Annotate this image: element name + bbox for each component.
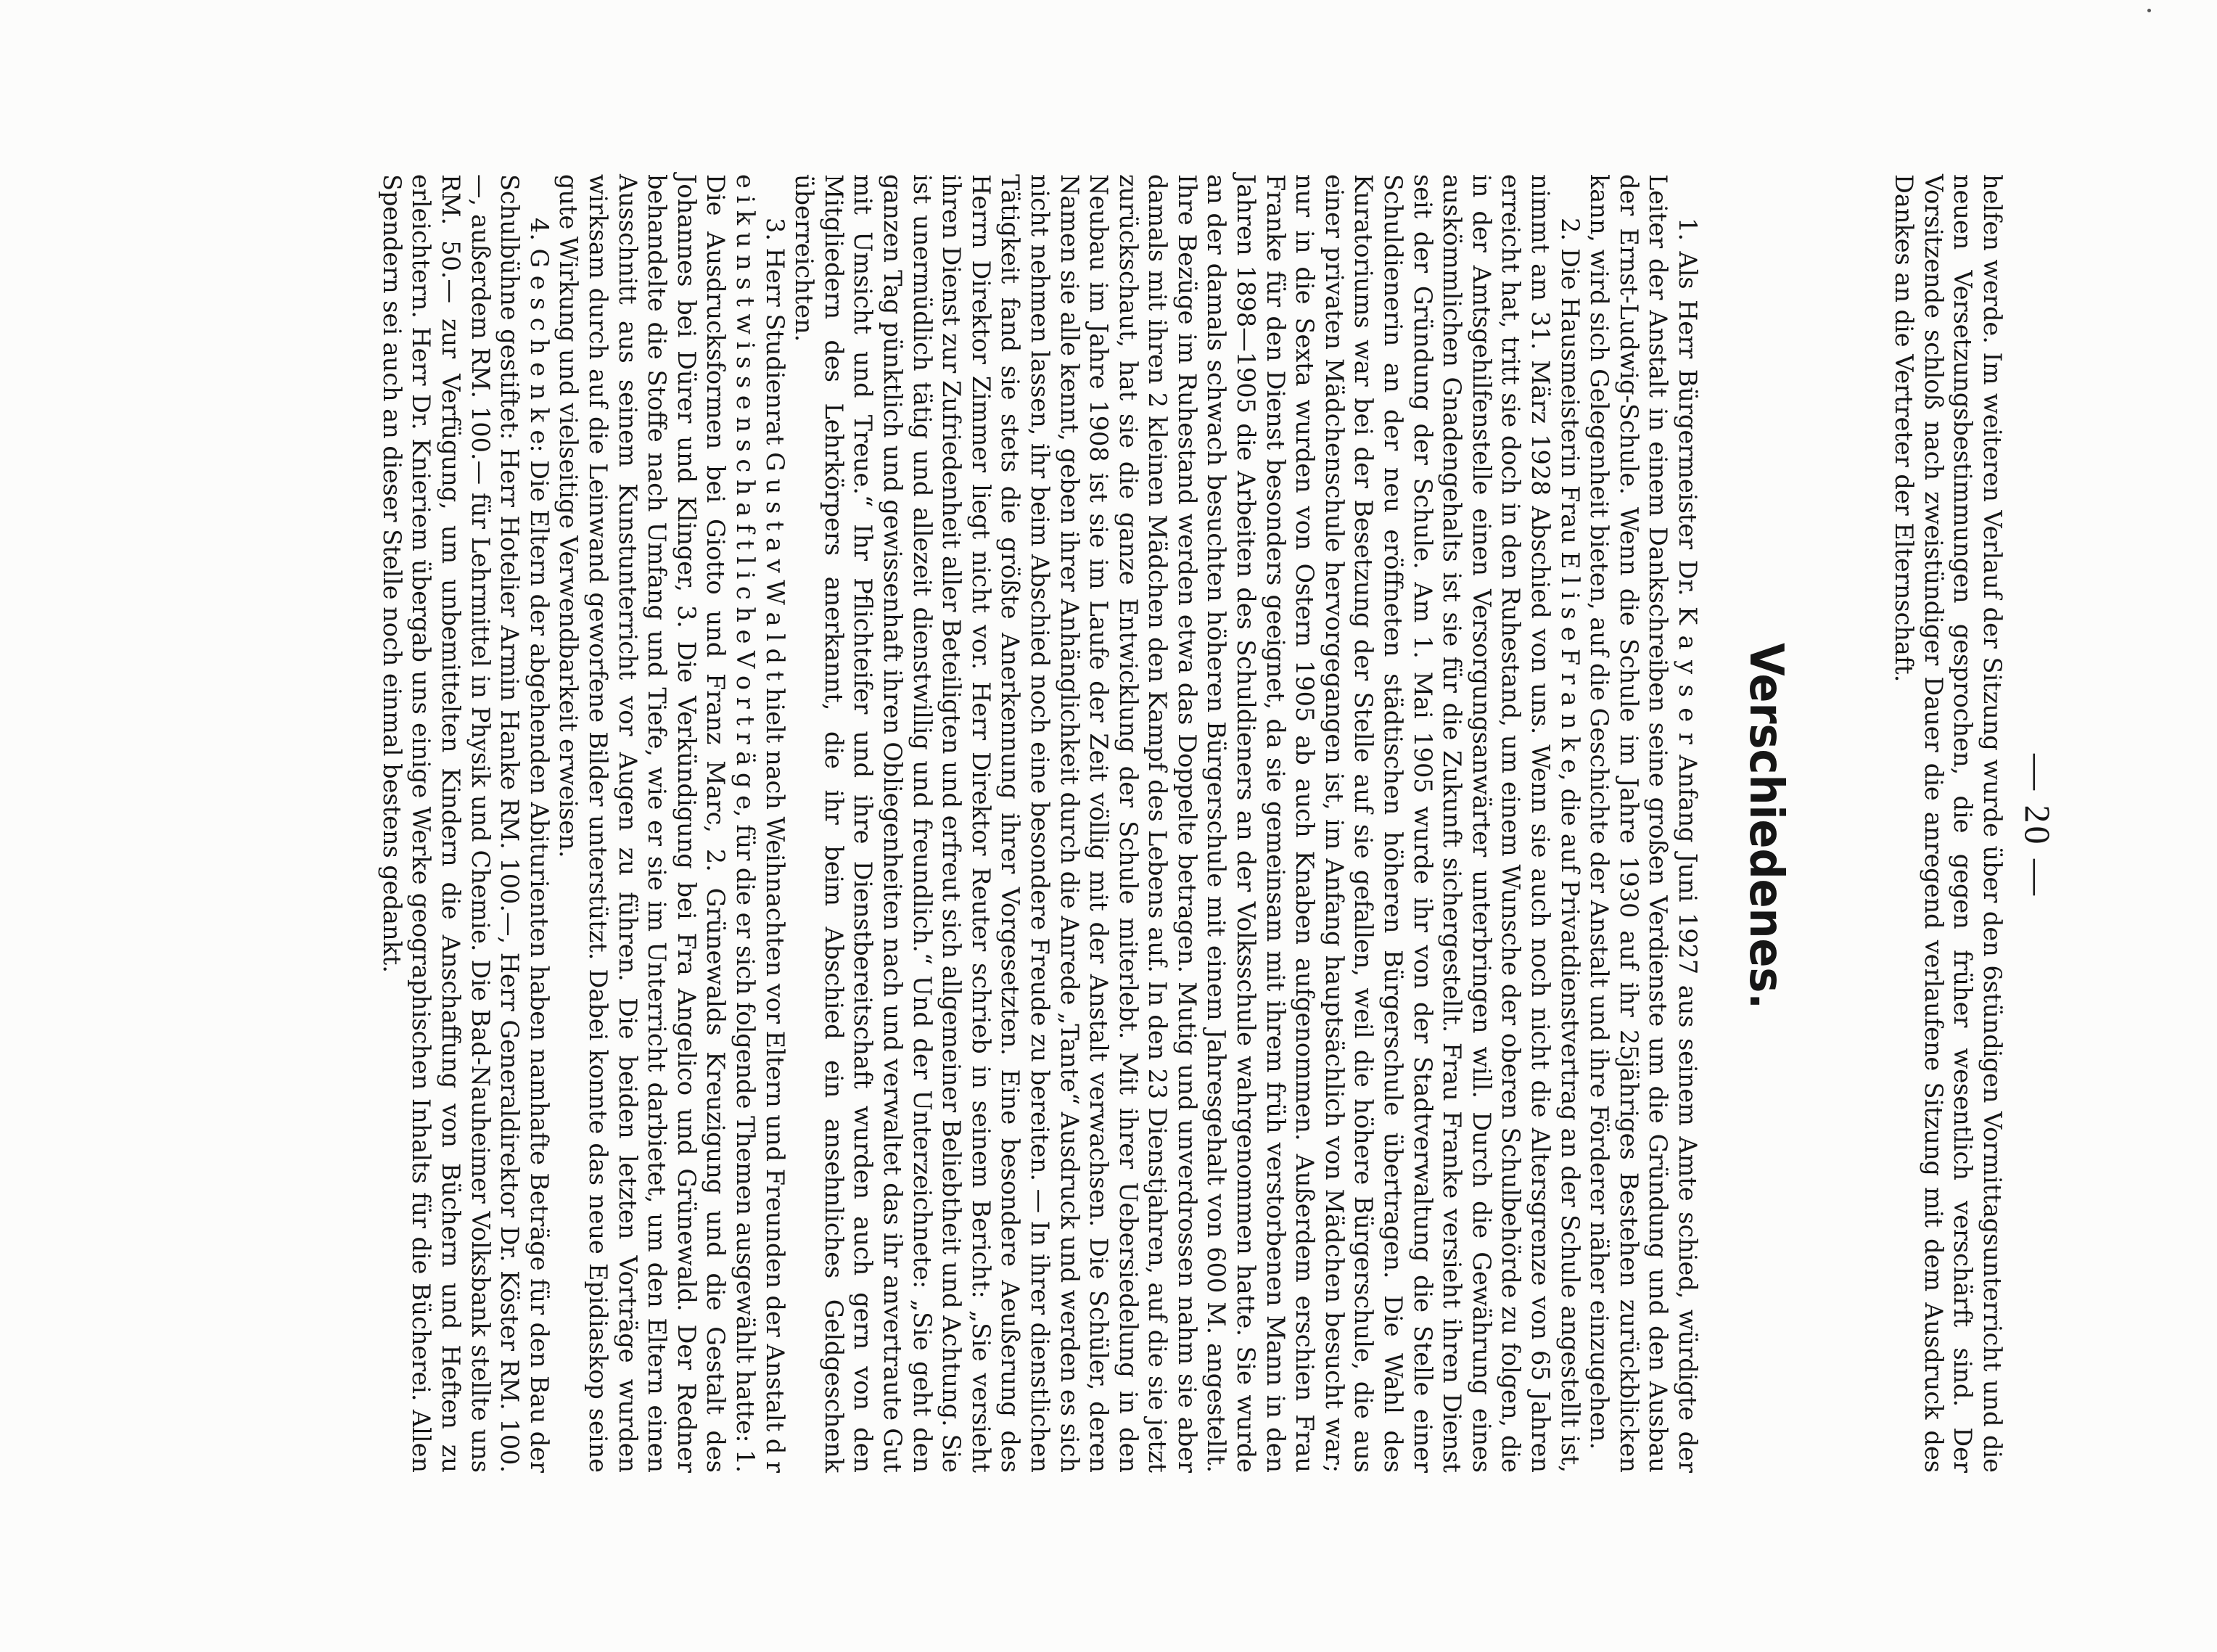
intro-section [1889,174,2007,1473]
section-body [377,174,1702,1473]
page-number: — 20 — [2017,754,2058,898]
section-heading: Verschiedenes. [1739,643,1793,1009]
paragraph-2-franke: 2. Die Hausmeisterin Frau E l i s e F r a n k e, die auf Privatdienstvertrag an der Schule angestellt ist, nimmt am 31. März 1928 Abschied von uns. Wenn sie auch noch nicht die Altersgrenze von 65 Jahren erreicht hat, tritt sie doch in den Ruhestand, um einem Wunsche der oberen Schulbehörde zu folgen, die in der Amtsgehilfenstelle einen Versorgungsanwärter unterbringen will. Durch die Gewährung eines auskömmlichen Gnadengehalts ist sie für die Zukunft sichergestellt. Frau Franke versieht ihren Dienst seit der Gründung der Schule. Am 1. Mai 1905 wurde ihr von der Stadtverwaltung die Stelle einer Schuldienerin an der neu eröffneten städtischen höheren Bürgerschule übertragen. Die Wahl des Kuratoriums war bei der Besetzung der Stelle auf sie gefallen, weil die höhere Bürgerschule, die aus einer privaten Mädchenschule hervorgegangen ist, im Anfang hauptsächlich von Mädchen besucht war; nur in die Sexta wurden von Ostern 1905 ab auch Knaben aufgenommen. Außerdem erschien Frau Franke für den Dienst besonders geeignet, da sie gemeinsam mit ihrem früh verstorbenen Mann in den Jahren 1898—1905 die Arbeiten des Schuldieners an der Volksschule wahrgenommen hatte. Sie wurde an der damals schwach besuchten höheren Bürgerschule mit einem Jahresgehalt von 600 M. angestellt. Ihre Bezüge im Ruhestand werden etwa das Doppelte betragen. Mutig und unverdrossen nahm sie aber damals mit ihren 2 kleinen Mädchen den Kampf des Lebens auf. In den 23 Dienstjahren, auf die sie jetzt zurückschaut, hat sie die ganze Entwicklung der Schule miterlebt. Mit ihrer Uebersiedelung in den Neubau im Jahre 1908 ist sie im Laufe der Zeit völlig mit der Anstalt verwachsen. Die Schüler, deren Namen sie alle kennt, geben ihrer Anhänglichkeit durch die Anrede „Tante“ Ausdruck und werden es sich nicht nehmen lassen, ihr beim Abschied noch eine besondere Freude zu bereiten. — In ihrer dienstlichen Tätigkeit fand sie stets die größte Anerkennung ihrer Vorgesetzten. Eine besondere Aeußerung des Herrn Direktor Zimmer liegt nicht vor. Herr Direktor Reuter schrieb in seinem Bericht: „Sie versieht ihren Dienst zur Zufriedenheit aller Beteiligten und erfreut sich allgemeiner Beliebtheit und Achtung. Sie ist unermüdlich tätig und allezeit dienstwillig und freundlich.“ Und der Unterzeichnete: „Sie geht den ganzen Tag pünktlich und gewissenhaft ihren Obliegenheiten nach und verwaltet das ihr anvertraute Gut mit Umsicht und Treue.“ Ihr Pflichteifer und ihre Dienstbereitschaft wurden auch gern von den Mitgliedern des Lehrkörpers anerkannt, die ihr beim Abschied ein ansehnliches Geldgeschenk überreichten. [790,174,1584,1473]
paragraph-1-kayser: 1. Als Herr Bürgermeister Dr. K a y s e r Anfang Juni 1927 aus seinem Amte schied, würdigte der Leiter der Anstalt in einem Dankschreiben seine großen Verdienste um die Gründung und den Ausbau der Ernst-Ludwig-Schule. Wenn die Schule im Jahre 1930 auf ihr 25jähriges Bestehen zurückblicken kann, wird sich Gelegenheit bieten, auf die Geschichte der Anstalt und ihre Förderer näher einzugehen. [1585,174,1702,1473]
paragraph-4-geschenke: 4. G e s c h e n k e: Die Eltern der abgehenden Abiturienten haben namhafte Beträge für den Bau der Schulbühne gestiftet: Herr Hotelier Armin Hanke RM. 100.—, Herr Generaldirektor Dr. Köster RM. 100.—, außerdem RM. 100.— für Lehrmittel in Physik und Chemie. Die Bad-Nauheimer Volksbank stellte uns RM. 50.— zur Verfügung, um unbemittelten Kindern die Anschaffung von Büchern und Heften zu erleichtern. Herr Dr. Knieriem übergab uns einige Werke geographischen Inhalts für die Bücherei. Allen Spendern sei auch an dieser Stelle noch einmal bestens gedankt. [377,174,554,1473]
paragraph-3-waldt: 3. Herr Studienrat G u s t a v W a l d t hielt nach Weihnachten vor Eltern und Freunden der Anstalt d r e i k u n s t w i s s e n s c h a f t l i c h e V o r t r ä g e, für die er sich folgende Themen ausgewählt hatte: 1. Die Ausdrucksformen bei Giotto und Franz Marc, 2. Grünewalds Kreuzigung und die Gestalt des Johannes bei Dürer und Klinger, 3. Die Verkündigung bei Fra Angelico und Grünewald. Der Redner behandelte die Stoffe nach Umfang und Tiefe, wie er sie im Unterricht darbietet, um den Eltern einen Ausschnitt aus seinem Kunstunterricht vor Augen zu führen. Die beiden letzten Vorträge wurden wirksam durch auf die Leinwand geworfene Bilder unterstützt. Dabei konnte das neue Epidiaskop seine gute Wirkung und vielseitige Verwendbarkeit erweisen. [554,174,789,1473]
intro-paragraph: helfen werde. Im weiteren Verlauf der Sitzung wurde über den 6stündigen Vormittagsunterricht und die neuen Versetzungsbestimmungen gesprochen, die gegen früher wesentlich verschärft sind. Der Vorsitzende schloß nach zweistündiger Dauer die anregend verlaufene Sitzung mit dem Ausdruck des Dankes an die Vertreter der Elternschaft. [1890,174,2007,1473]
